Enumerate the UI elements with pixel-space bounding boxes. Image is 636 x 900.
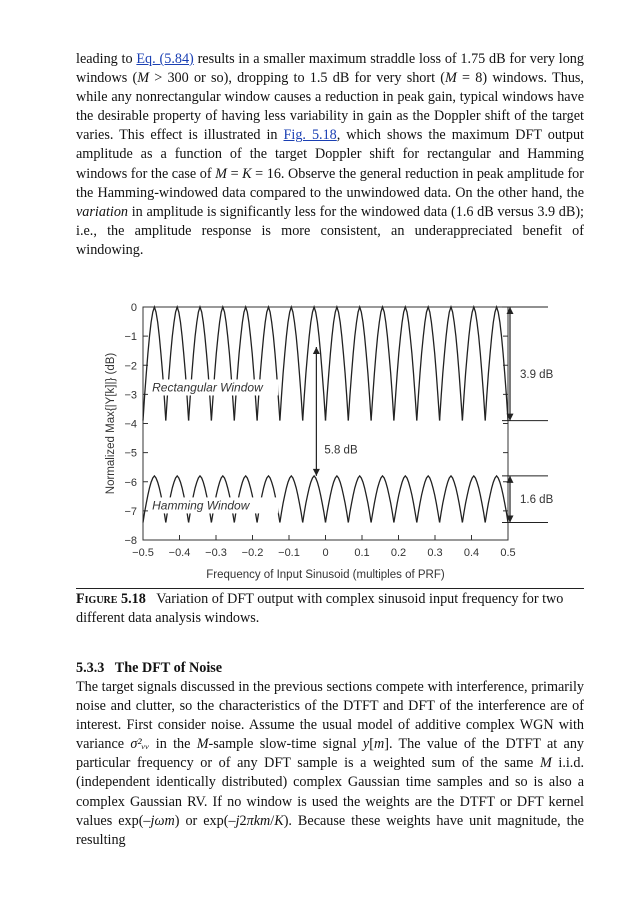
rect-window-lobe: [211, 307, 234, 421]
italic-term: πkm: [246, 812, 271, 829]
figure-caption-text: Variation of DFT output with complex sinusoid input frequency for two different data analysis windows.: [76, 591, 564, 626]
arrow-5-8-db-head: [313, 347, 320, 354]
rect-window-lobe: [394, 307, 417, 421]
italic-term: m: [373, 736, 385, 753]
rect-window-lobe: [189, 307, 212, 421]
y-tick-label: −7: [124, 505, 137, 518]
x-tick-label: 0.2: [390, 547, 407, 559]
x-tick-label: 0.4: [463, 547, 480, 559]
hamming-window-lobe: [394, 476, 417, 523]
y-tick-label: −8: [124, 535, 137, 547]
rect-window-lobe: [303, 307, 326, 421]
hamming-window-lobe: [440, 476, 463, 523]
section-heading: [76, 660, 222, 677]
hamming-window-lobe: [303, 476, 326, 523]
text-run: ]. The value of the DTFT at any particular frequency or of any DFT sample is a weighted sum of the same: [76, 736, 585, 772]
x-tick-label: −0.1: [278, 547, 300, 559]
section-title: The DFT of Noise: [114, 660, 223, 676]
y-axis-label: Normalized Max{|Y[k]|} (dB): [105, 352, 117, 495]
body-paragraph-1: [76, 50, 584, 260]
x-tick-label: −0.3: [205, 547, 227, 559]
text-run: ). Because these weights have unit magnitude, the resulting: [76, 812, 584, 848]
y-tick-label: −3: [124, 389, 137, 402]
body-paragraph-2: [76, 678, 584, 850]
rect-window-lobe: [257, 307, 280, 421]
figure-caption: [76, 590, 584, 628]
rect-window-lobe: [462, 307, 485, 421]
doppler-chart: [96, 296, 586, 586]
italic-term: variation: [76, 203, 129, 220]
rect-window-lobe: [143, 307, 166, 421]
x-tick-label: 0.5: [500, 547, 516, 559]
hamming-window-lobe: [485, 476, 508, 523]
italic-term: M: [137, 70, 150, 87]
italic-term: M: [445, 70, 457, 87]
text-run: 2: [239, 812, 247, 829]
x-tick-label: −0.5: [132, 547, 154, 559]
italic-term: M: [215, 165, 227, 182]
text-run: =: [227, 165, 243, 182]
text-run: /: [270, 812, 275, 829]
italic-term: σ²ᵥᵥ: [130, 736, 150, 753]
annotation-1-6-db: 1.6 dB: [520, 494, 554, 507]
y-tick-label: −6: [124, 476, 137, 489]
rect-window-lobe: [417, 307, 440, 421]
y-tick-label: −2: [124, 360, 137, 373]
section-number: 5.3.3: [76, 660, 105, 676]
hamming-window-lobe: [371, 476, 394, 523]
x-tick-label: 0.3: [427, 547, 443, 559]
hamming-window-lobe: [417, 476, 440, 523]
text-run: -sample slow-time signal: [208, 736, 363, 753]
cross-reference-link[interactable]: Eq. (5.84): [136, 51, 194, 67]
text-run: i.i.d. (independent identically distributed) complex Gaussian time samples and so is also a complex Gaussian RV. If no window is used the weights are the DTFT or DFT kernel values exp(–: [76, 755, 584, 829]
italic-term: y: [362, 736, 370, 753]
hamming-window-lobe: [280, 476, 303, 523]
y-tick-label: 0: [130, 302, 137, 314]
annotation-3-9-db: 3.9 dB: [520, 368, 554, 381]
italic-term: K: [242, 165, 252, 182]
text-run: [: [369, 736, 374, 753]
caption-rule: [76, 588, 584, 589]
rect-window-lobe: [440, 307, 463, 421]
italic-term: M: [539, 755, 552, 772]
text-run: ) or exp(–: [174, 812, 236, 829]
italic-term: j: [235, 812, 240, 829]
hamming-window-lobe: [462, 476, 485, 523]
x-tick-label: −0.2: [241, 547, 264, 559]
text-run: leading to: [76, 51, 137, 67]
annotation-5-8-db: 5.8 dB: [324, 444, 358, 457]
x-tick-label: 0.1: [354, 547, 370, 559]
x-tick-label: 0: [322, 547, 329, 559]
figure-label: Figure 5.18: [76, 591, 146, 607]
hamming-window-lobe: [326, 476, 349, 523]
cross-reference-link[interactable]: Fig. 5.18: [283, 127, 337, 144]
italic-term: jωm: [150, 812, 175, 829]
x-tick-label: −0.4: [168, 547, 191, 559]
text-run: in the: [149, 736, 197, 753]
text-run: results in a smaller maximum straddle loss of 1.75 dB for very long windows (: [76, 51, 584, 87]
text-run: , which shows the maximum DFT output amplitude as a function of the target Doppler shift for rectangular and Hamming windows for the case of: [76, 127, 584, 182]
y-tick-label: −5: [124, 447, 137, 460]
rect-window-lobe: [326, 307, 349, 421]
text-run: > 300 or so), dropping to 1.5 dB for very short (: [149, 70, 446, 87]
rect-window-lobe: [485, 307, 508, 421]
text-run: = 8) windows. Thus, while any nonrectangular window causes a reduction in peak gain, typical windows have the desirable property of having less variability in gain as the Doppler shift of the target varies. This effect is illustrated in: [76, 70, 584, 144]
hamming-window-lobe: [348, 476, 371, 523]
rect-window-lobe: [348, 307, 371, 421]
x-axis-label: Frequency of Input Sinusoid (multiples of PRF): [206, 569, 445, 581]
italic-term: K: [274, 812, 284, 829]
arrow-5-8-db-head: [313, 469, 320, 476]
figure-5-18: [96, 296, 586, 596]
text-run: = 16. Observe the general reduction in peak amplitude for the Hamming-windowed data compared to the unwindowed data. On the other hand, the: [76, 165, 585, 201]
italic-term: M: [196, 736, 209, 753]
rect-window-lobe: [166, 307, 189, 421]
rect-window-lobe: [371, 307, 394, 421]
text-run: The target signals discussed in the previous sections compete with interference, primarily noise and clutter, so the characteristics of the DTFT and DFT of the interference are of interest. First consider noise. Assume the usual model of additive complex WGN with variance: [76, 679, 584, 753]
series-label: Hamming Window: [152, 498, 250, 513]
rect-window-lobe: [280, 307, 303, 421]
rect-window-lobe: [234, 307, 257, 421]
series-label: Rectangular Window: [152, 380, 263, 395]
y-tick-label: −1: [124, 331, 137, 344]
y-tick-label: −4: [124, 418, 137, 431]
text-run: in amplitude is significantly less for the windowed data (1.6 dB versus 3.9 dB); i.e., the amplitude response is more consistent, an underappreciated benefit of windowing.: [76, 203, 584, 258]
